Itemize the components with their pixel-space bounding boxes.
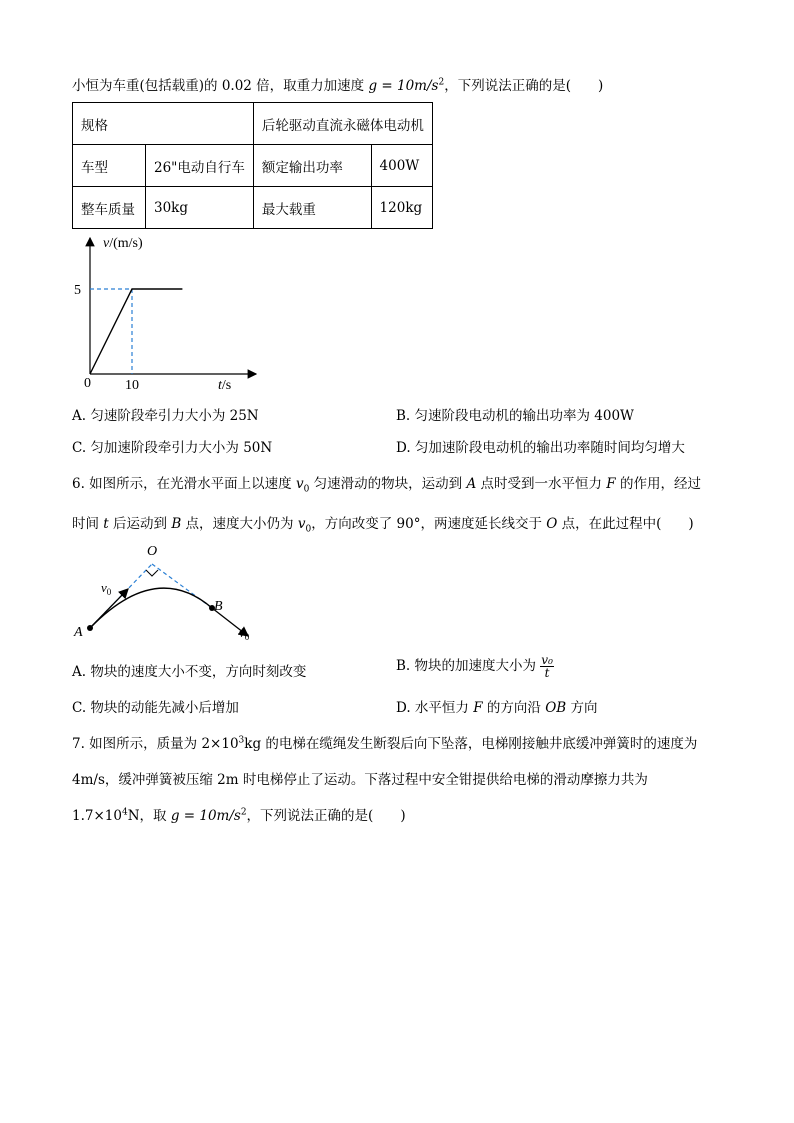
q6-stem-line2: [72, 512, 694, 535]
q5-text-b: ，下列说法正确的是( ): [444, 78, 604, 94]
q6-text: 时间: [72, 516, 104, 532]
var-f: F: [606, 476, 616, 492]
x-axis-label: t/s: [218, 378, 232, 393]
superscript-3: 3: [238, 735, 245, 746]
q7-stem-line2: 4m/s，缓冲弹簧被压缩 2m 时电梯停止了运动。下落过程中安全钳提供给电梯的滑动摩擦力共为: [72, 772, 648, 788]
var-o: O: [546, 516, 558, 532]
q5-option-c[interactable]: C. 匀加速阶段牵引力大小为 50N: [72, 440, 273, 456]
y-tick-label: 5: [74, 283, 81, 298]
q6-option-a[interactable]: A. 物块的速度大小不变，方向时刻改变: [72, 664, 307, 680]
y-axis-label: v/(m/s): [103, 236, 143, 251]
var-t: t: [103, 516, 109, 532]
q6-option-c[interactable]: C. 物块的动能先减小后增加: [72, 700, 239, 716]
cell-power-value: 400W: [371, 145, 432, 187]
right-angle-mark: [146, 570, 158, 576]
cell-load-label: 最大载重: [253, 187, 371, 229]
q6-text: 的作用，经过: [615, 476, 701, 492]
cell-load-value: 120kg: [371, 187, 432, 229]
superscript-4: 4: [121, 807, 128, 818]
point-a: [87, 625, 93, 631]
cell-spec-value: 后轮驱动直流永磁体电动机: [253, 103, 432, 145]
cell-mass-label: 整车质量: [73, 187, 146, 229]
q6-text: 点，速度大小仍为: [181, 516, 298, 532]
vt-graph: [70, 232, 260, 396]
table-row: [73, 145, 433, 187]
cell-model-label: 车型: [73, 145, 146, 187]
option-d-text: D. 水平恒力: [396, 700, 474, 716]
cell-model-value: 26"电动自行车: [146, 145, 254, 187]
var-v0: v: [297, 516, 306, 532]
cell-power-label: 额定输出功率: [253, 145, 371, 187]
q7-text: ，下列说法正确的是( ): [246, 808, 406, 824]
superscript-2: 2: [240, 807, 247, 818]
cell-spec-label: 规格: [73, 103, 254, 145]
q7-text: N，取: [127, 808, 171, 824]
fraction-numerator: v₀: [541, 653, 553, 667]
subscript-0: 0: [305, 524, 312, 535]
q7-text: 7. 如图所示，质量为 2×10: [72, 736, 239, 752]
origin-label: 0: [84, 376, 91, 391]
label-o: O: [147, 544, 158, 559]
q7-stem-line1: [72, 732, 697, 752]
q5-option-a[interactable]: A. 匀速阶段牵引力大小为 25N: [72, 408, 259, 424]
series-line: [90, 289, 182, 374]
option-d-text: 的方向沿: [482, 700, 546, 716]
q6-text: 点时受到一水平恒力: [476, 476, 607, 492]
label-v0-b: $v_0$: [239, 625, 250, 642]
table-row: [73, 103, 433, 145]
q6-text: 点，在此过程中( ): [557, 516, 694, 532]
var-v0: v: [295, 476, 304, 492]
var-ob: OB: [545, 700, 567, 716]
var-a: A: [466, 476, 477, 492]
option-d-text: 方向: [566, 700, 598, 716]
q7-text: 1.7×10: [72, 808, 122, 824]
x-tick-label: 10: [125, 378, 139, 393]
q6-stem-line1: [72, 472, 701, 495]
fraction-denominator: t: [544, 666, 550, 680]
label-v0-a: $v_0$: [101, 580, 112, 597]
g-equation: g = 10m/s: [170, 808, 241, 824]
label-b: B: [214, 599, 223, 614]
q5-text-a: 小恒为车重(包括载重)的 0.02 倍，取重力加速度: [72, 78, 369, 94]
q6-text: 后运动到: [108, 516, 172, 532]
q6-text: 6. 如图所示，在光滑水平面上以速度: [72, 476, 296, 492]
superscript-2: 2: [438, 77, 445, 88]
var-b: B: [171, 516, 182, 532]
var-f: F: [473, 700, 483, 716]
subscript-0: 0: [303, 484, 310, 495]
q6-option-b[interactable]: [396, 654, 554, 679]
table-row: [73, 187, 433, 229]
q7-stem-line3: [72, 804, 406, 824]
q6-trajectory-figure: [70, 540, 270, 646]
q5-option-d[interactable]: D. 匀加速阶段电动机的输出功率随时间均匀增大: [396, 440, 685, 456]
spec-table: [72, 102, 433, 229]
fraction-v0-over-t: [540, 654, 554, 679]
q6-text: ，方向改变了 90°，两速度延长线交于: [311, 516, 547, 532]
q5-intro-line: [72, 74, 603, 94]
g-equation: g = 10m/s: [368, 78, 439, 94]
q7-text: kg 的电梯在缆绳发生断裂后向下坠落，电梯刚接触井底缓冲弹簧时的速度为: [244, 736, 698, 752]
cell-mass-value: 30kg: [146, 187, 254, 229]
option-b-text: B. 物块的加速度大小为: [396, 658, 541, 674]
label-a: A: [74, 625, 83, 640]
q5-option-b[interactable]: B. 匀速阶段电动机的输出功率为 400W: [396, 408, 634, 424]
q6-option-d[interactable]: [396, 696, 597, 716]
q6-text: 匀速滑动的物块，运动到: [309, 476, 467, 492]
